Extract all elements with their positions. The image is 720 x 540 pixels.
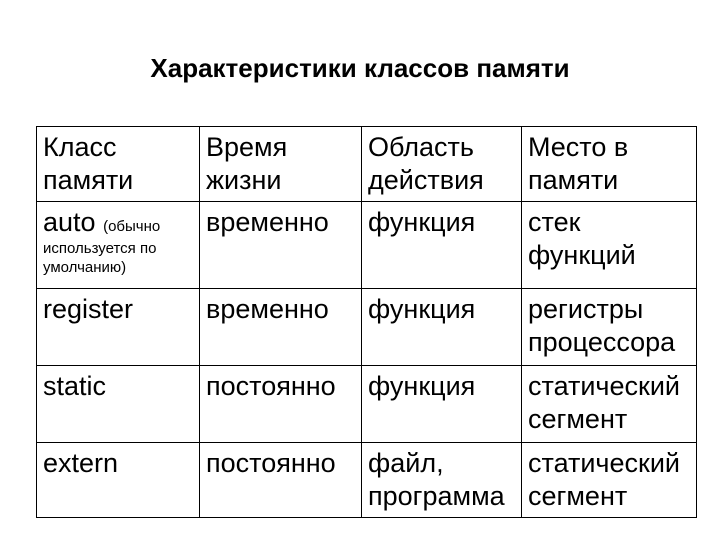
location-cell: статический сегмент (522, 443, 697, 518)
header-cell-class: Класс памяти (37, 127, 200, 202)
location-cell: стек функций (522, 202, 697, 289)
lifetime-cell: постоянно (200, 366, 362, 443)
table-row (37, 443, 697, 518)
lifetime-cell: временно (200, 289, 362, 366)
class-cell: register (37, 289, 200, 366)
table-row (37, 289, 697, 366)
scope-cell: функция (362, 202, 522, 289)
table-row (37, 202, 697, 289)
table-row (37, 366, 697, 443)
header-cell-scope: Область действия (362, 127, 522, 202)
lifetime-cell: постоянно (200, 443, 362, 518)
memory-classes-table (36, 126, 697, 518)
class-note: используется по (43, 240, 157, 257)
class-note: умолчанию) (43, 259, 127, 276)
class-cell: static (37, 366, 200, 443)
lifetime-cell: временно (200, 202, 362, 289)
slide-title: Характеристики классов памяти (150, 53, 570, 83)
location-cell: регистры процессора (522, 289, 697, 366)
header-cell-location: Место в памяти (522, 127, 697, 202)
class-name: auto (43, 207, 96, 237)
scope-cell: файл, программа (362, 443, 522, 518)
scope-cell: функция (362, 289, 522, 366)
class-cell: extern (37, 443, 200, 518)
table-header-row (37, 127, 697, 202)
location-cell: статический сегмент (522, 366, 697, 443)
scope-cell: функция (362, 366, 522, 443)
class-note: (обычно (103, 218, 161, 235)
class-cell (37, 202, 200, 289)
header-cell-lifetime: Время жизни (200, 127, 362, 202)
